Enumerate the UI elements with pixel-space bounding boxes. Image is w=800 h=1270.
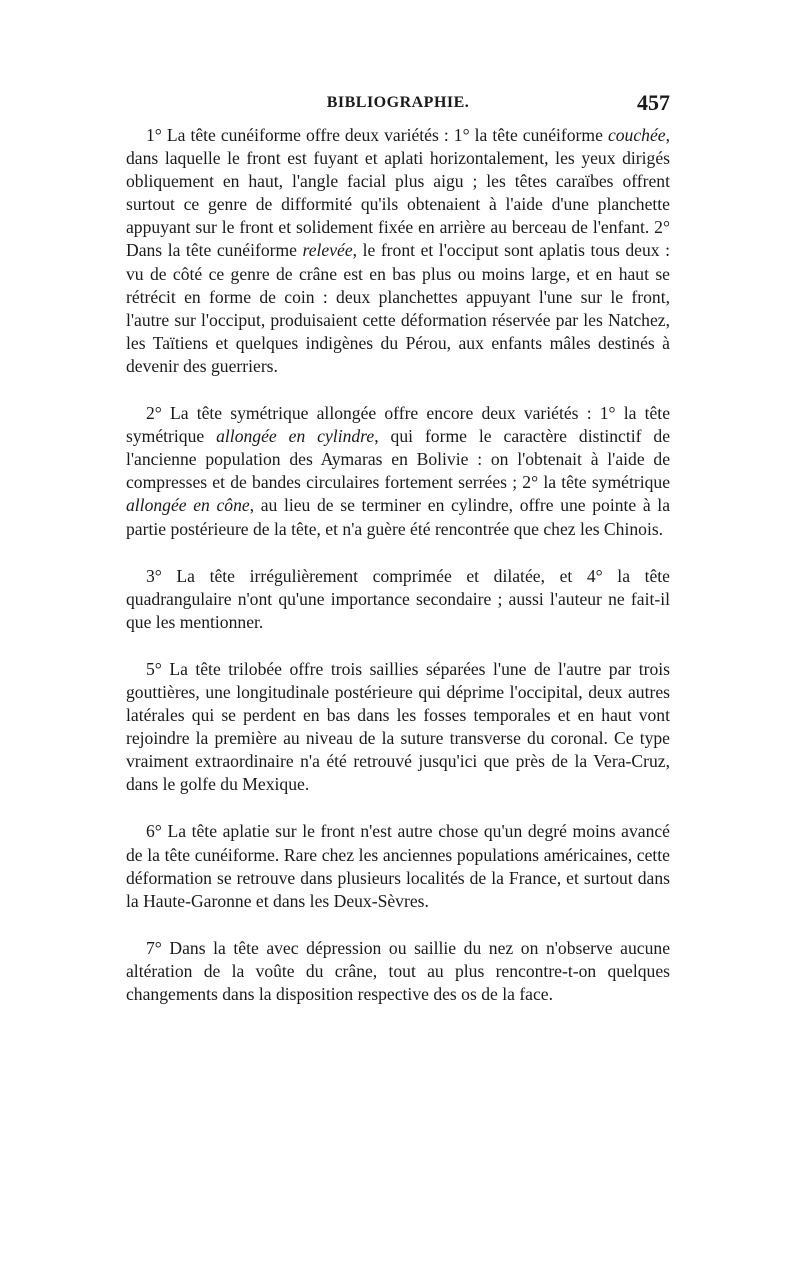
running-head (126, 90, 670, 120)
paragraph-6: 7° Dans la tête avec dépression ou saillie du nez on n'observe aucune altération de la voûte du crâne, tout au plus rencontre-t-on quelques changements dans la disposition respective des os de la face. (126, 937, 670, 1004)
running-title: BIBLIOGRAPHIE. (326, 94, 470, 111)
paragraph-2 (126, 402, 670, 541)
paragraph-3: 3° La tête irrégulièrement comprimée et dilatée, et 4° la tête quadrangulaire n'ont qu'une importance secondaire ; aussi l'auteur ne fait-il que les mentionner. (126, 565, 670, 632)
paragraph-1-text-a: 1° La tête cunéiforme offre deux variétés : 1° la tête cunéiforme (146, 125, 608, 145)
paragraph-2-text-a: 2° La tête symétrique allongée offre encore deux variétés : 1° la tête symétrique (126, 403, 670, 447)
paragraph-1-text-c: , le front et l'occiput sont aplatis tous deux : vu de côté ce genre de crâne est en bas plus ou moins large, et en haut se rétrécit en forme de coin : deux planchettes appuyant l'une sur le front, l'autre sur l'occiput, produisaient cette déformation réservée par les Natchez, les Taïtiens et quelques indigènes du Pérou, aux enfants mâles destinés à devenir des guerriers. (126, 240, 671, 376)
paragraph-1-italic-couchee: couchée (607, 125, 666, 145)
paragraph-2-italic-cone: allongée en cône (126, 495, 250, 516)
page-number: 457 (637, 90, 670, 115)
paragraph-4: 5° La tête trilobée offre trois saillies séparées l'une de l'autre par trois gouttières, une longitudinale postérieure qui déprime l'occipital, deux autres latérales qui se perdent en bas dans les fosses temporales et en haut vont rejoindre la première au niveau de la suture transverse du coronal. Ce type vraiment extraordinaire n'a été retrouvé jusqu'ici que près de la Vera-Cruz, dans le golfe du Mexique. (126, 658, 670, 795)
paragraph-1-text-b: , dans laquelle le front est fuyant et aplati horizontalement, les yeux dirigés obliquement en haut, l'angle facial plus aigu ; les têtes caraïbes offrent surtout ce genre de difformité qu'ils obtenaient à l'aide d'une planchette appuyant sur le front et solidement fixée en arrière au berceau de l'enfant. 2° Dans la tête cunéiforme (126, 125, 670, 261)
paragraph-1 (126, 124, 670, 378)
paragraph-1-italic-relevee: relevée (302, 240, 353, 261)
paragraph-2-italic-cylindre: allongée en cylindre (216, 426, 375, 447)
paragraph-2-text-b: , qui forme le caractère distinctif de l'ancienne population des Aymaras en Bolivie : on l'obtenait à l'aide de compresses et de bandes circulaires fortement serrées ; 2° la tête symétrique (126, 426, 671, 493)
body-text (126, 124, 670, 1030)
paragraph-2-text-c: , au lieu de se terminer en cylindre, offre une pointe à la partie postérieure de la tête, et n'a guère été rencontrée que chez les Chinois. (126, 495, 670, 539)
paragraph-5: 6° La tête aplatie sur le front n'est autre chose qu'un degré moins avancé de la tête cunéiforme. Rare chez les anciennes populations américaines, cette déformation se retrouve dans plusieurs localités de la France, et surtout dans la Haute-Garonne et dans les Deux-Sèvres. (126, 821, 670, 911)
